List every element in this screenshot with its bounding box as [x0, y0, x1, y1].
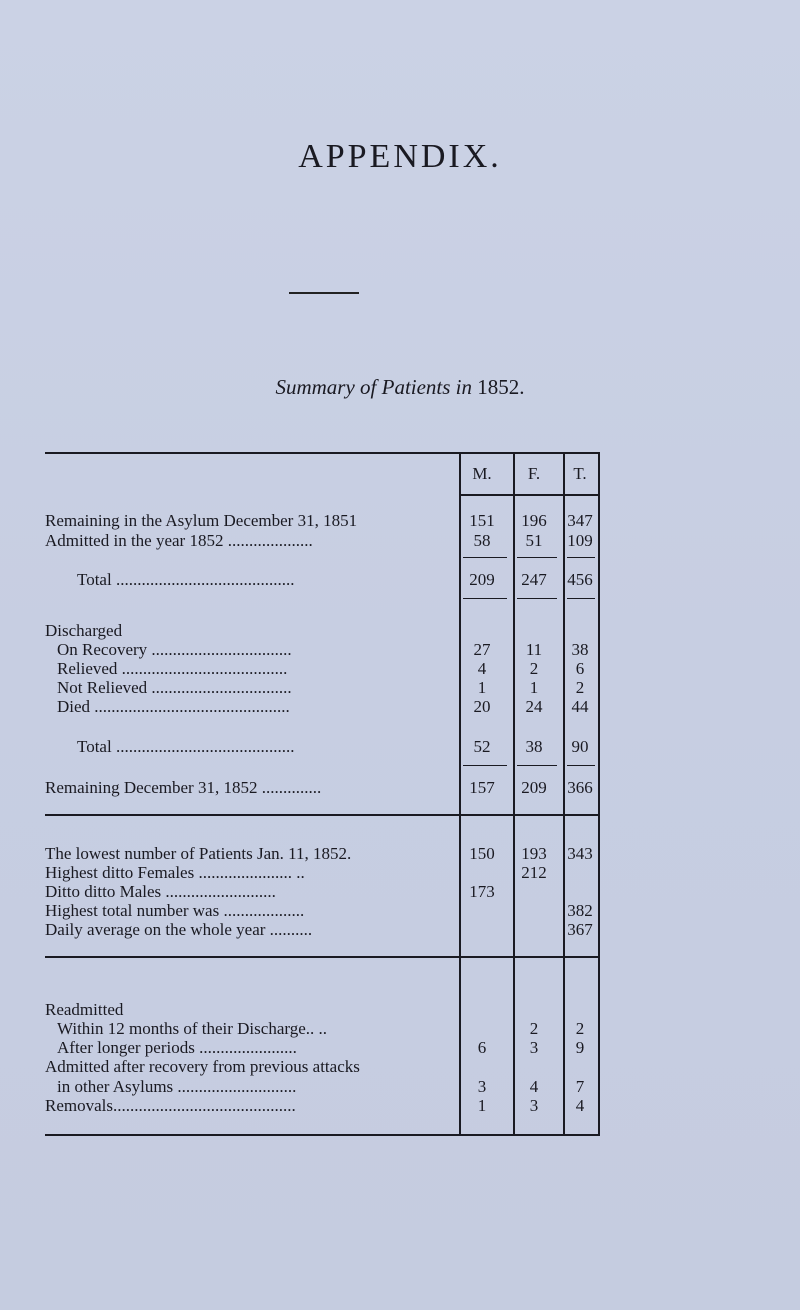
- cell-f: 24: [525, 697, 543, 716]
- cell-m: 1: [477, 678, 487, 697]
- table-bottom-border: [45, 1134, 598, 1136]
- cell-t: 347: [567, 511, 593, 530]
- cell-t: 343: [567, 844, 593, 863]
- cell-t: 456: [567, 570, 593, 589]
- sum-rule: [517, 557, 557, 558]
- cell-t: 382: [567, 901, 593, 920]
- row-label: Within 12 months of their Discharge.. ..: [57, 1019, 328, 1038]
- table-title: [0, 375, 800, 400]
- cell-f: 2: [529, 1019, 539, 1038]
- cell-t: 7: [575, 1077, 585, 1096]
- cell-f: 3: [529, 1096, 539, 1115]
- section-label-readmitted: Readmitted: [45, 1000, 124, 1019]
- cell-m: 151: [469, 511, 495, 530]
- section-divider: [45, 956, 598, 958]
- cell-f: 11: [525, 640, 543, 659]
- column-header-f: F.: [527, 464, 541, 483]
- row-label: Daily average on the whole year ..........: [45, 920, 313, 939]
- cell-t: 9: [575, 1038, 585, 1057]
- appendix-heading: APPENDIX.: [298, 138, 502, 175]
- cell-f: 193: [521, 844, 547, 863]
- row-label: Total ..........................................: [77, 570, 295, 589]
- sum-rule: [463, 765, 507, 766]
- cell-f: 209: [521, 778, 547, 797]
- sum-rule: [517, 598, 557, 599]
- cell-t: 44: [571, 697, 589, 716]
- row-label: Total ..........................................: [77, 737, 295, 756]
- row-label: in other Asylums ............................: [57, 1077, 297, 1096]
- cell-f: 247: [521, 570, 547, 589]
- row-label: Ditto ditto Males ..........................: [45, 882, 276, 901]
- header-rule: [459, 494, 598, 496]
- row-label: Admitted after recovery from previous attacks: [45, 1057, 360, 1076]
- cell-f: 4: [529, 1077, 539, 1096]
- cell-m: 1: [477, 1096, 487, 1115]
- row-label: Highest ditto Females ...................... ..: [45, 863, 305, 882]
- cell-m: 27: [473, 640, 491, 659]
- cell-m: 6: [477, 1038, 487, 1057]
- column-header-m: M.: [472, 464, 492, 483]
- cell-f: 212: [521, 863, 547, 882]
- heading-rule: [289, 292, 359, 294]
- section-divider: [45, 814, 598, 816]
- row-label: Admitted in the year 1852 ....................: [45, 531, 313, 550]
- row-label: Not Relieved .................................: [57, 678, 292, 697]
- cell-f: 38: [525, 737, 543, 756]
- cell-t: 38: [571, 640, 589, 659]
- cell-t: 4: [575, 1096, 585, 1115]
- cell-m: 3: [477, 1077, 487, 1096]
- row-label: Removals...........................................: [45, 1096, 296, 1115]
- cell-t: 366: [567, 778, 593, 797]
- summary-table: [45, 452, 598, 1136]
- cell-m: 4: [477, 659, 487, 678]
- cell-f: 51: [525, 531, 543, 550]
- row-label: Died ..............................................: [57, 697, 290, 716]
- row-label: The lowest number of Patients Jan. 11, 1852.: [45, 844, 352, 863]
- cell-t: 6: [575, 659, 585, 678]
- cell-m: 58: [473, 531, 491, 550]
- cell-m: 209: [469, 570, 495, 589]
- cell-f: 196: [521, 511, 547, 530]
- section-label-discharged: Discharged: [45, 621, 123, 640]
- cell-m: 157: [469, 778, 495, 797]
- sum-rule: [567, 557, 595, 558]
- cell-t: 367: [567, 920, 593, 939]
- row-label: Relieved .......................................: [57, 659, 288, 678]
- cell-t: 109: [567, 531, 593, 550]
- cell-m: 150: [469, 844, 495, 863]
- sum-rule: [463, 557, 507, 558]
- table-top-border: [45, 452, 598, 454]
- cell-f: 2: [529, 659, 539, 678]
- sum-rule: [567, 765, 595, 766]
- cell-f: 1: [529, 678, 539, 697]
- table-title-year: 1852.: [477, 375, 525, 399]
- cell-t: 2: [575, 1019, 585, 1038]
- cell-t: 90: [571, 737, 589, 756]
- table-title-text: Summary of Patients in: [275, 375, 473, 399]
- row-label: Remaining December 31, 1852 ..............: [45, 778, 322, 797]
- cell-m: 52: [473, 737, 491, 756]
- row-label: On Recovery .................................: [57, 640, 292, 659]
- row-label: Remaining in the Asylum December 31, 1851: [45, 511, 358, 530]
- sum-rule: [517, 765, 557, 766]
- row-label: After longer periods .......................: [57, 1038, 297, 1057]
- cell-f: 3: [529, 1038, 539, 1057]
- cell-m: 20: [473, 697, 491, 716]
- cell-m: 173: [469, 882, 495, 901]
- row-label: Highest total number was ...................: [45, 901, 305, 920]
- sum-rule: [463, 598, 507, 599]
- sum-rule: [567, 598, 595, 599]
- column-header-t: T.: [573, 464, 587, 483]
- cell-t: 2: [575, 678, 585, 697]
